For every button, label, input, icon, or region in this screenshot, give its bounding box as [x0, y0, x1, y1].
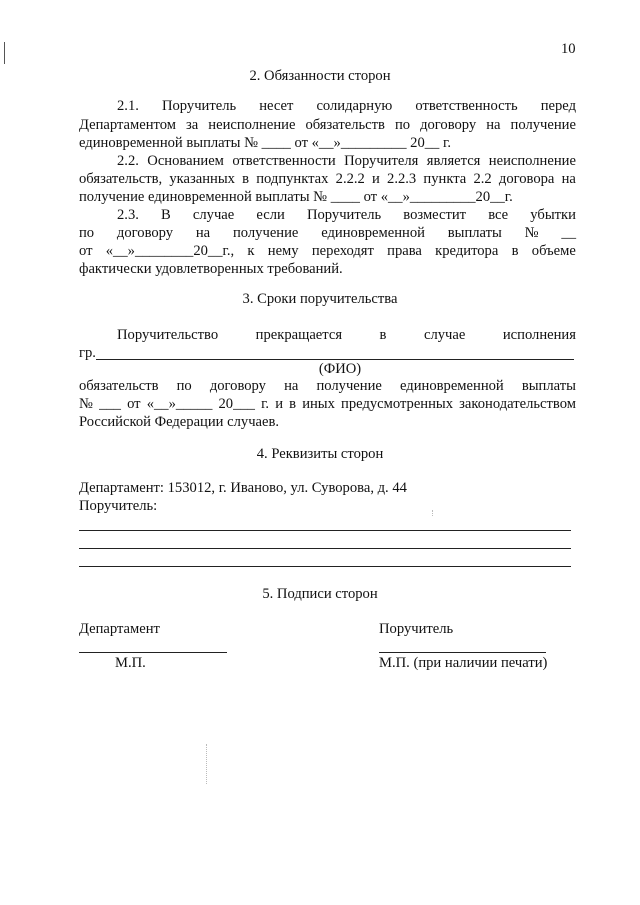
section-4-title: 4. Реквизиты сторон: [256, 446, 384, 462]
para-2-1-line-2: Департаментом за неисполнение обязательств по договору на получение: [79, 117, 576, 133]
para-2-1-line-1: 2.1. Поручитель несет солидарную ответственность перед: [117, 98, 576, 114]
para-3-line-1: Поручительство прекращается в случае исполнения: [117, 327, 576, 343]
guarantor-stamp-label: М.П. (при наличии печати): [379, 655, 548, 671]
fio-caption: (ФИО): [318, 361, 362, 377]
scan-speck: [206, 744, 207, 784]
scan-speck: [432, 510, 433, 516]
para-2-2-line-3: получение единовременной выплаты № ____ от «__»_________20__г.: [79, 189, 513, 205]
guarantor-fill-line: [79, 566, 571, 567]
para-2-3-line-4: фактически удовлетворенных требований.: [79, 261, 343, 277]
signature-label-guarantor: Поручитель: [379, 621, 454, 637]
department-signature-line: [79, 652, 227, 653]
department-requisites: Департамент: 153012, г. Иваново, ул. Суворова, д. 44: [79, 480, 407, 496]
gr-prefix: гр.: [79, 345, 96, 361]
fio-fill-line: [96, 359, 574, 360]
section-3-title: 3. Сроки поручительства: [242, 291, 398, 307]
guarantor-signature-line: [379, 652, 546, 653]
para-2-3-line-2: по договору на получение единовременной выплаты № __: [79, 225, 576, 241]
para-2-2-line-1: 2.2. Основанием ответственности Поручителя является неисполнение: [117, 153, 576, 169]
para-3-line-2: обязательств по договору на получение единовременной выплаты: [79, 378, 576, 394]
section-2-title: 2. Обязанности сторон: [249, 68, 391, 84]
section-5-title: 5. Подписи сторон: [262, 586, 378, 602]
para-2-3-line-1: 2.3. В случае если Поручитель возместит все убытки: [117, 207, 576, 223]
para-3-line-3: № ___ от «__»_____ 20___ г. и в иных предусмотренных законодательством: [79, 396, 576, 412]
guarantor-fill-line: [79, 548, 571, 549]
signature-label-department: Департамент: [79, 621, 160, 637]
para-2-3-line-3: от «__»________20__г., к нему переходят права кредитора в объеме: [79, 243, 576, 259]
para-3-line-4: Российской Федерации случаев.: [79, 414, 280, 430]
page-number: 10: [561, 41, 576, 57]
scan-edge-mark: [4, 42, 5, 64]
guarantor-fill-line: [79, 530, 571, 531]
para-2-2-line-2: обязательств, указанных в подпунктах 2.2.2 и 2.2.3 пункта 2.2 договора на: [79, 171, 576, 187]
guarantor-requisites-label: Поручитель:: [79, 498, 158, 514]
department-stamp-label: М.П.: [115, 655, 146, 671]
para-2-1-line-3: единовременной выплаты № ____ от «__»_________ 20__ г.: [79, 135, 451, 151]
